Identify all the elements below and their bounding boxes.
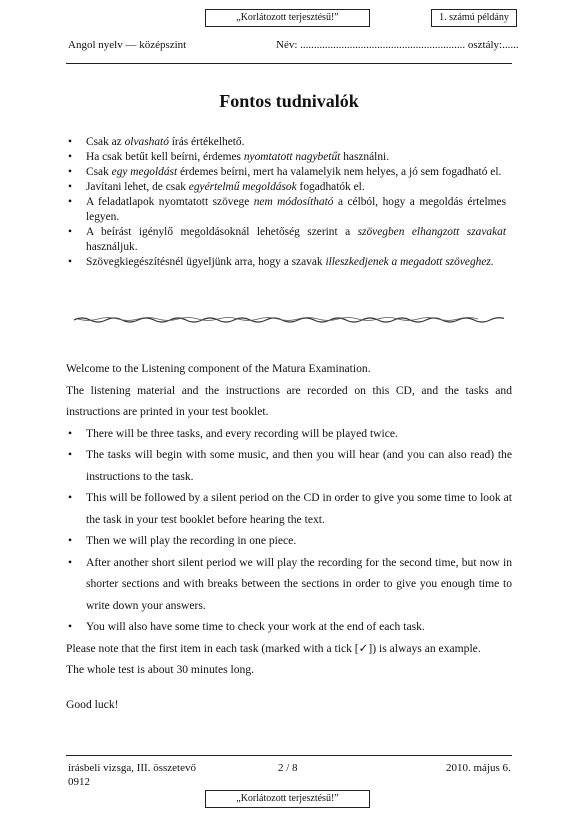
note-item: • Ha csak betűt kell beírni, érdemes nyomtatott nagybetűt használni. xyxy=(66,150,506,165)
intro-welcome: Welcome to the Listening component of the Matura Examination. xyxy=(66,362,371,375)
important-notes-list xyxy=(66,135,506,270)
instruction-item: • This will be followed by a silent period on the CD in order to give you some time to look at the task in your test booklet before hearing the text. xyxy=(66,487,512,530)
instruction-item: • There will be three tasks, and every recording will be played twice. xyxy=(66,423,512,445)
listening-instructions xyxy=(66,358,512,715)
title-container xyxy=(66,91,512,112)
instruction-bullets xyxy=(66,423,512,638)
footer-restricted-label: „Korlátozott terjesztésű!” xyxy=(205,790,370,808)
note-item: • Csak egy megoldást érdemes beírni, mert ha valamelyik nem helyes, a jó sem fogadható el. xyxy=(66,165,506,180)
note-item: • Szövegkiegészítésnél ügyeljünk arra, hogy a szavak illeszkedjenek a megadott szöveghez. xyxy=(66,255,506,270)
exam-component-label: írásbeli vizsga, III. összetevő xyxy=(68,762,196,774)
instruction-item: • After another short silent period we will play the recording for the second time, but now in shorter sections and with breaks between the sections in order to give you enough time to write down your answers. xyxy=(66,552,512,617)
instruction-item: • You will also have some time to check your work at the end of each task. xyxy=(66,616,512,638)
instruction-item: • Then we will play the recording in one piece. xyxy=(66,530,512,552)
copy-number-label: 1. számú példány xyxy=(431,9,517,27)
note-item: • Csak az olvasható írás értékelhető. xyxy=(66,135,506,150)
subject-label: Angol nyelv — középszint xyxy=(68,39,187,51)
intro-material: The listening material and the instructions are recorded on this CD, and the tasks and instructions are printed in your test booklet. xyxy=(66,383,512,418)
footer-divider xyxy=(66,755,512,756)
exam-date: 2010. május 6. xyxy=(446,762,511,774)
note-item: • A feladatlapok nyomtatott szövege nem módosítható a célból, hogy a megoldás értelmes legyen. xyxy=(66,195,506,225)
exam-code: 0912 xyxy=(68,776,90,788)
good-luck: Good luck! xyxy=(66,697,119,711)
header-divider xyxy=(66,63,512,64)
duration-note: The whole test is about 30 minutes long. xyxy=(66,663,255,676)
name-class-field: Név: ............................................................ osztály:...... xyxy=(276,39,519,51)
note-item: • Javítani lehet, de csak egyértelmű megoldások fogadhatók el. xyxy=(66,180,506,195)
decorative-separator xyxy=(72,312,504,326)
page-number: 2 / 8 xyxy=(278,762,298,774)
instruction-item: • The tasks will begin with some music, and then you will hear (and you can also read) the instructions to the task. xyxy=(66,444,512,487)
example-note: Please note that the first item in each task (marked with a tick [✓]) is always an example. xyxy=(66,641,481,655)
note-item: • A beírást igénylő megoldásoknál lehetőség szerint a szövegben elhangzott szavakat használjuk. xyxy=(66,225,506,255)
restricted-distribution-label: „Korlátozott terjesztésű!” xyxy=(205,9,370,27)
page-title: Fontos tudnivalók xyxy=(219,91,359,111)
